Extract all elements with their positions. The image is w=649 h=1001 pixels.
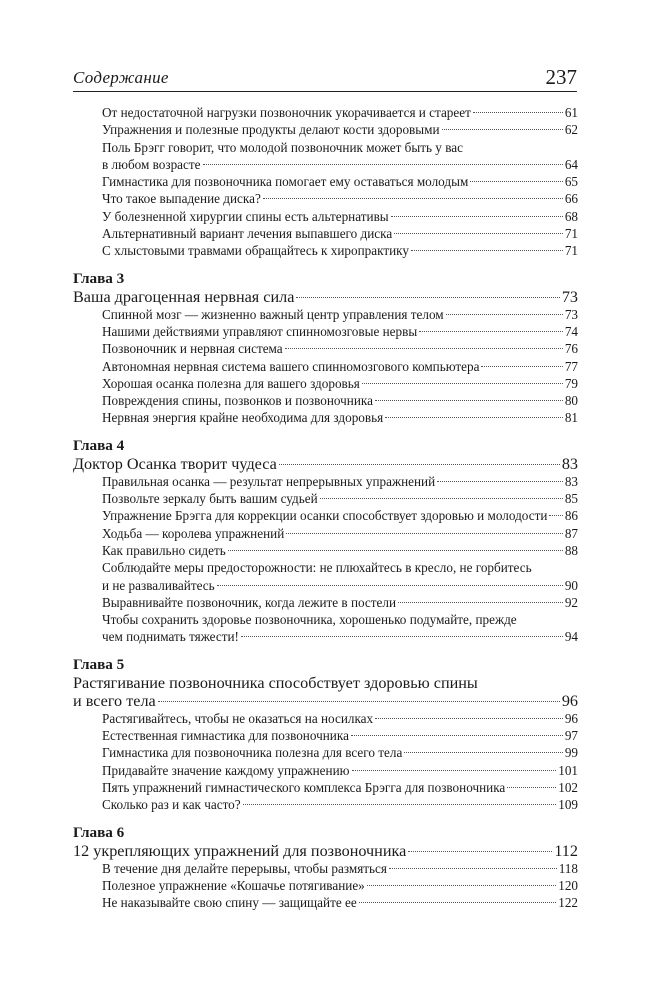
dot-leader bbox=[394, 233, 563, 234]
toc-entry-title: Полезное упражнение «Кошачье потягивание» bbox=[102, 877, 365, 893]
toc-entry-title: Что такое выпадение диска? bbox=[102, 191, 261, 207]
toc-entry[interactable] bbox=[73, 779, 578, 796]
dot-leader bbox=[398, 602, 563, 603]
section-title: Содержание bbox=[73, 68, 169, 87]
toc-entry-page: 112 bbox=[554, 841, 578, 860]
dot-leader bbox=[320, 498, 563, 499]
dot-leader bbox=[279, 464, 560, 465]
toc-entry-page: 76 bbox=[564, 341, 578, 357]
toc-entry-title: С хлыстовыми травмами обращайтесь к хиропрактику bbox=[102, 243, 409, 259]
toc-entry-title: У болезненной хирургии спины есть альтернативы bbox=[102, 208, 389, 224]
dot-leader bbox=[243, 804, 557, 805]
toc-entry[interactable] bbox=[73, 877, 578, 894]
toc-entry[interactable] bbox=[73, 744, 578, 761]
toc-entry[interactable] bbox=[73, 340, 578, 357]
toc-entry-page: 64 bbox=[564, 156, 578, 172]
toc-entry[interactable] bbox=[73, 409, 578, 426]
chapter-block bbox=[73, 655, 578, 814]
toc-entry[interactable] bbox=[73, 525, 578, 542]
toc-entry[interactable] bbox=[73, 894, 578, 911]
toc-entry-page: 61 bbox=[564, 105, 578, 120]
dot-leader bbox=[408, 851, 552, 852]
toc-entry-page: 118 bbox=[558, 860, 578, 876]
dot-leader bbox=[411, 250, 563, 251]
chapter-block bbox=[73, 269, 578, 427]
toc-entry[interactable] bbox=[73, 392, 578, 409]
toc-entry[interactable] bbox=[73, 860, 578, 877]
dot-leader bbox=[362, 383, 563, 384]
toc-entry-page: 71 bbox=[564, 226, 578, 242]
dot-leader bbox=[473, 112, 563, 113]
toc-entry-title: и не разваливайтесь bbox=[102, 577, 215, 593]
toc-entry-title: Гимнастика для позвоночника помогает ему оставаться молодым bbox=[102, 174, 469, 190]
toc-entry-title: Нашими действиями управляют спинномозговые нервы bbox=[102, 323, 418, 339]
dot-leader bbox=[385, 417, 563, 418]
toc-entry[interactable] bbox=[73, 796, 578, 813]
toc-entry[interactable] bbox=[73, 242, 578, 259]
chapter-block bbox=[73, 823, 578, 912]
dot-leader bbox=[158, 701, 560, 702]
toc-entry-page: 73 bbox=[564, 306, 578, 322]
dot-leader bbox=[375, 718, 563, 719]
toc-entry-title: Растягивайтесь, чтобы не оказаться на носилках bbox=[102, 710, 374, 726]
toc-entry-page: 73 bbox=[561, 287, 578, 306]
toc-entry-page: 97 bbox=[564, 728, 578, 744]
toc-entry-page: 90 bbox=[564, 577, 578, 593]
toc-entry-title: Ходьба — королева упражнений bbox=[102, 525, 285, 541]
toc-entry-title: Придавайте значение каждому упражнению bbox=[102, 762, 350, 778]
toc-entry[interactable] bbox=[73, 628, 578, 645]
toc-entry-page: 94 bbox=[564, 629, 578, 645]
chapter-label: Глава 5 bbox=[73, 655, 125, 673]
toc-entry-page: 81 bbox=[564, 410, 578, 426]
toc-entry-page: 65 bbox=[564, 174, 578, 190]
toc-entry-page: 101 bbox=[558, 762, 578, 778]
toc-entry-page: 79 bbox=[564, 375, 578, 391]
toc-entry-title: и всего тела bbox=[73, 691, 156, 710]
dot-leader bbox=[404, 752, 563, 753]
toc-entry[interactable] bbox=[73, 577, 578, 594]
toc-entry[interactable] bbox=[73, 156, 578, 173]
toc-entry[interactable] bbox=[73, 306, 578, 323]
dot-leader bbox=[419, 331, 563, 332]
dot-leader bbox=[217, 585, 563, 586]
chapter-label: Глава 4 bbox=[73, 436, 125, 454]
chapter-title-entry[interactable] bbox=[73, 842, 578, 860]
toc-entry-page: 96 bbox=[564, 710, 578, 726]
chapter-title-entry[interactable] bbox=[73, 455, 578, 473]
toc-entry-title: В течение дня делайте перерывы, чтобы размяться bbox=[102, 860, 387, 876]
dot-leader bbox=[228, 550, 563, 551]
toc-entry-page: 62 bbox=[564, 122, 578, 138]
chapter-block bbox=[73, 436, 578, 646]
chapter-label: Глава 6 bbox=[73, 823, 125, 841]
toc-entry-title: Нервная энергия крайне необходима для здоровья bbox=[102, 410, 384, 426]
toc-entry-title: Естественная гимнастика для позвоночника bbox=[102, 728, 349, 744]
toc-entry-page: 71 bbox=[564, 243, 578, 259]
toc-entry[interactable] bbox=[73, 490, 578, 507]
toc-entry[interactable] bbox=[73, 358, 578, 375]
toc-entry-title: чем поднимать тяжести! bbox=[102, 629, 239, 645]
toc-entry-page: 102 bbox=[558, 779, 578, 795]
dot-leader bbox=[470, 181, 563, 182]
toc-entry-page: 122 bbox=[558, 895, 578, 911]
toc-entry[interactable] bbox=[73, 710, 578, 727]
dot-leader bbox=[389, 868, 557, 869]
table-of-contents bbox=[73, 104, 578, 911]
toc-entry[interactable] bbox=[73, 594, 578, 611]
toc-entry[interactable] bbox=[73, 762, 578, 779]
toc-entry[interactable] bbox=[73, 121, 578, 138]
dot-leader bbox=[359, 902, 557, 903]
toc-entry-page: 77 bbox=[564, 358, 578, 374]
chapter-title[interactable]: Растягивание позвоночника способствует здоровью спины bbox=[73, 673, 478, 692]
toc-entry-page: 96 bbox=[561, 691, 578, 710]
toc-entry-page: 66 bbox=[564, 191, 578, 207]
toc-entry-page: 120 bbox=[558, 877, 578, 893]
dot-leader bbox=[507, 787, 556, 788]
toc-entry-page: 68 bbox=[564, 208, 578, 224]
toc-entry-title: Спинной мозг — жизненно важный центр управления телом bbox=[102, 306, 444, 322]
toc-entry-title: Гимнастика для позвоночника полезна для всего тела bbox=[102, 745, 403, 761]
toc-entry[interactable] bbox=[73, 323, 578, 340]
dot-leader bbox=[549, 515, 562, 516]
running-head bbox=[73, 66, 577, 92]
toc-entry-title: Повреждения спины, позвонков и позвоночника bbox=[102, 393, 373, 409]
dot-leader bbox=[367, 885, 556, 886]
dot-leader bbox=[391, 216, 563, 217]
toc-entry-title: Как правильно сидеть bbox=[102, 542, 226, 558]
dot-leader bbox=[437, 481, 563, 482]
toc-entry-page: 92 bbox=[564, 594, 578, 610]
toc-entry-title: Хорошая осанка полезна для вашего здоровья bbox=[102, 375, 360, 391]
toc-entry-title: Ваша драгоценная нервная сила bbox=[73, 287, 295, 306]
toc-entry[interactable] bbox=[73, 375, 578, 392]
toc-entry-title: Правильная осанка — результат непрерывных упражнений bbox=[102, 473, 436, 489]
toc-entry-title: Пять упражнений гимнастического комплекса Брэгга для позвоночника bbox=[102, 779, 506, 795]
toc-entry-title: Доктор Осанка творит чудеса bbox=[73, 454, 277, 473]
toc-entry-title: Упражнения и полезные продукты делают кости здоровыми bbox=[102, 122, 440, 138]
toc-entry-page: 80 bbox=[564, 393, 578, 409]
toc-entry-page: 83 bbox=[561, 454, 578, 473]
toc-entry-page: 86 bbox=[564, 508, 578, 524]
toc-entry[interactable] bbox=[73, 208, 578, 225]
header-rule bbox=[73, 91, 577, 92]
toc-entry-title: Не наказывайте свою спину — защищайте ее bbox=[102, 895, 357, 911]
toc-entry-page: 99 bbox=[564, 745, 578, 761]
dot-leader bbox=[285, 348, 563, 349]
toc-entry-page: 83 bbox=[564, 473, 578, 489]
dot-leader bbox=[481, 366, 562, 367]
toc-entry-page: 109 bbox=[558, 797, 578, 813]
toc-entry-title: От недостаточной нагрузки позвоночник укорачивается и стареет bbox=[102, 105, 471, 120]
toc-entry-title-line: Чтобы сохранить здоровье позвоночника, хорошенько подумайте, прежде bbox=[102, 612, 517, 628]
dot-leader bbox=[296, 297, 559, 298]
dot-leader bbox=[203, 164, 563, 165]
toc-entry-title: Автономная нервная система вашего спинномозгового компьютера bbox=[102, 358, 480, 374]
toc-entry-page: 87 bbox=[564, 525, 578, 541]
toc-entry-title: Выравнивайте позвоночник, когда лежите в постели bbox=[102, 594, 397, 610]
toc-entry-title: 12 укрепляющих упражнений для позвоночника bbox=[73, 841, 407, 860]
toc-entry-title-line: Поль Брэгг говорит, что молодой позвоночник может быть у вас bbox=[102, 139, 463, 155]
dot-leader bbox=[241, 636, 563, 637]
toc-entry-page: 74 bbox=[564, 323, 578, 339]
toc-entry-title: Позвольте зеркалу быть вашим судьей bbox=[102, 491, 318, 507]
chapter-label: Глава 3 bbox=[73, 269, 125, 287]
toc-entry[interactable] bbox=[73, 473, 578, 490]
toc-entry[interactable] bbox=[73, 104, 578, 121]
dot-leader bbox=[263, 198, 563, 199]
toc-entry[interactable] bbox=[73, 190, 578, 207]
toc-entry[interactable] bbox=[73, 692, 578, 710]
toc-entry[interactable] bbox=[73, 727, 578, 744]
toc-entry-page: 88 bbox=[564, 542, 578, 558]
toc-entry-page: 85 bbox=[564, 491, 578, 507]
dot-leader bbox=[442, 129, 563, 130]
toc-entry-title: Сколько раз и как часто? bbox=[102, 797, 241, 813]
toc-entry[interactable] bbox=[73, 173, 578, 190]
toc-entry[interactable] bbox=[73, 507, 578, 524]
dot-leader bbox=[375, 400, 563, 401]
toc-entry-title: в любом возрасте bbox=[102, 156, 201, 172]
toc-entry-title: Альтернативный вариант лечения выпавшего диска bbox=[102, 226, 393, 242]
toc-entry-title: Упражнение Брэгга для коррекции осанки способствует здоровью и молодости bbox=[102, 508, 548, 524]
toc-entry[interactable] bbox=[73, 225, 578, 242]
toc-entry[interactable] bbox=[73, 542, 578, 559]
dot-leader bbox=[351, 735, 563, 736]
chapter-title-entry[interactable] bbox=[73, 288, 578, 306]
toc-entry-title: Позвоночник и нервная система bbox=[102, 341, 283, 357]
dot-leader bbox=[352, 770, 557, 771]
page-number: 237 bbox=[545, 65, 577, 89]
dot-leader bbox=[446, 314, 563, 315]
toc-entry-title-line: Соблюдайте меры предосторожности: не плюхайтесь в кресло, не горбитесь bbox=[102, 560, 532, 576]
dot-leader bbox=[286, 533, 563, 534]
